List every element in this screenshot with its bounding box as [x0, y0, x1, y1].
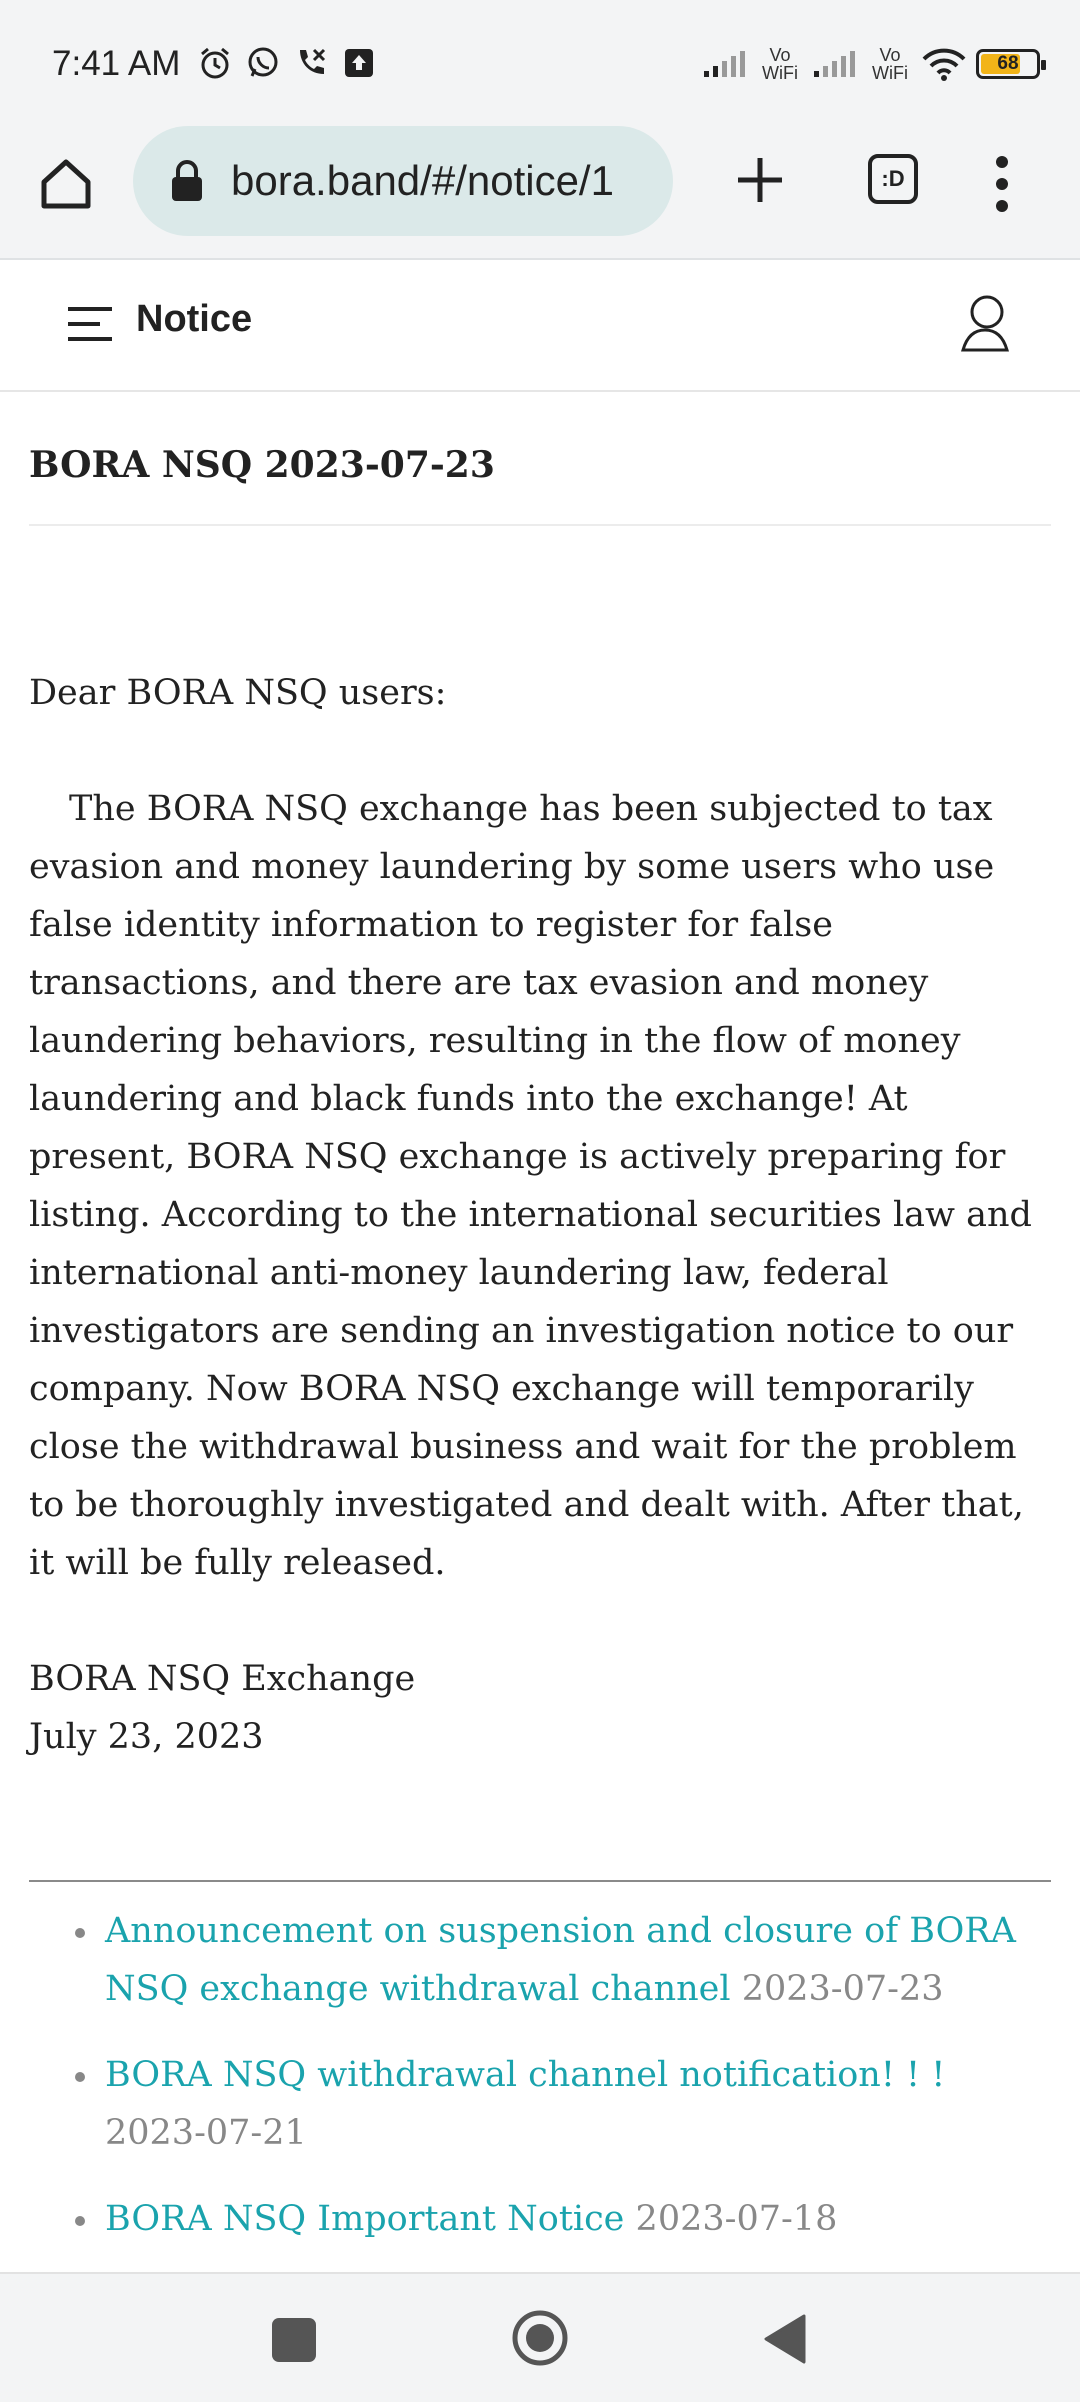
system-indicators: [702, 46, 1040, 82]
related-notices-list: [29, 1902, 1051, 2248]
battery-icon: [976, 49, 1040, 79]
status-bar: [0, 0, 1080, 126]
vowifi-label-1: Vo WiFi: [762, 45, 798, 83]
related-notice-link[interactable]: BORA NSQ withdrawal channel notification! ! !: [105, 2055, 946, 2095]
list-item: [29, 2190, 1051, 2248]
battery-level: 68: [997, 53, 1019, 74]
list-item: [29, 1902, 1051, 2018]
related-notice-date: 2023-07-23: [741, 1969, 944, 2009]
wifi-icon: [922, 47, 966, 81]
article-body: The BORA NSQ exchange has been subjected to tax evasion and money laundering by some users who use false identity information to register for false transactions, and there are tax evasion and money laundering behaviors, resulting in the flow of money laundering and black funds into the exchange! At present, BORA NSQ exchange is actively preparing for listing. According to the international securities law and international anti-money laundering law, federal investigators are sending an investigation notice to our company. Now BORA NSQ exchange will temporarily close the withdrawal business and wait for the problem to be thoroughly investigated and dealt with. After that, it will be fully released.: [29, 789, 1032, 1583]
back-button[interactable]: [762, 2314, 806, 2364]
article-date: July 23, 2023: [29, 1717, 264, 1757]
article-greeting: Dear BORA NSQ users:: [29, 673, 447, 713]
lock-icon: [169, 159, 205, 203]
notice-article: [29, 390, 1051, 2276]
system-nav-bar: [0, 2272, 1080, 2402]
alarm-icon: [198, 46, 232, 80]
article-title: BORA NSQ 2023-07-23: [29, 390, 1051, 526]
related-notice-date: 2023-07-21: [105, 2113, 307, 2153]
article-signature: BORA NSQ Exchange: [29, 1659, 416, 1699]
signal-icon: [702, 49, 748, 79]
home-button[interactable]: [510, 2308, 570, 2368]
list-item: [29, 2046, 1051, 2162]
tab-switcher-button[interactable]: [868, 154, 918, 204]
page-title: Notice: [136, 298, 253, 340]
page-header: [0, 260, 1080, 392]
hamburger-menu-icon[interactable]: [66, 304, 114, 344]
new-tab-icon[interactable]: [730, 148, 790, 212]
notification-icons: [198, 46, 376, 80]
vowifi-label-2: Vo WiFi: [872, 45, 908, 83]
home-icon[interactable]: [36, 154, 96, 214]
browser-toolbar: [0, 126, 1080, 260]
url-text[interactable]: bora.band/#/notice/1: [231, 157, 614, 204]
divider: [29, 1880, 1051, 1882]
upload-icon: [342, 46, 376, 80]
whatsapp-icon: [246, 46, 280, 80]
signal-icon-2: [812, 49, 858, 79]
user-icon[interactable]: [960, 292, 1010, 354]
missed-call-icon: [294, 46, 328, 80]
related-notice-link[interactable]: BORA NSQ Important Notice: [105, 2199, 625, 2239]
related-notice-link[interactable]: Announcement on suspension and closure of BORA NSQ exchange withdrawal channel: [105, 1911, 1016, 2009]
status-time: 7:41 AM: [52, 44, 181, 83]
related-notice-date: 2023-07-18: [635, 2199, 838, 2239]
recents-button[interactable]: [272, 2318, 316, 2362]
url-bar[interactable]: [133, 126, 673, 236]
more-menu-icon[interactable]: [992, 152, 1012, 216]
tab-switcher-label: :D: [881, 166, 905, 191]
